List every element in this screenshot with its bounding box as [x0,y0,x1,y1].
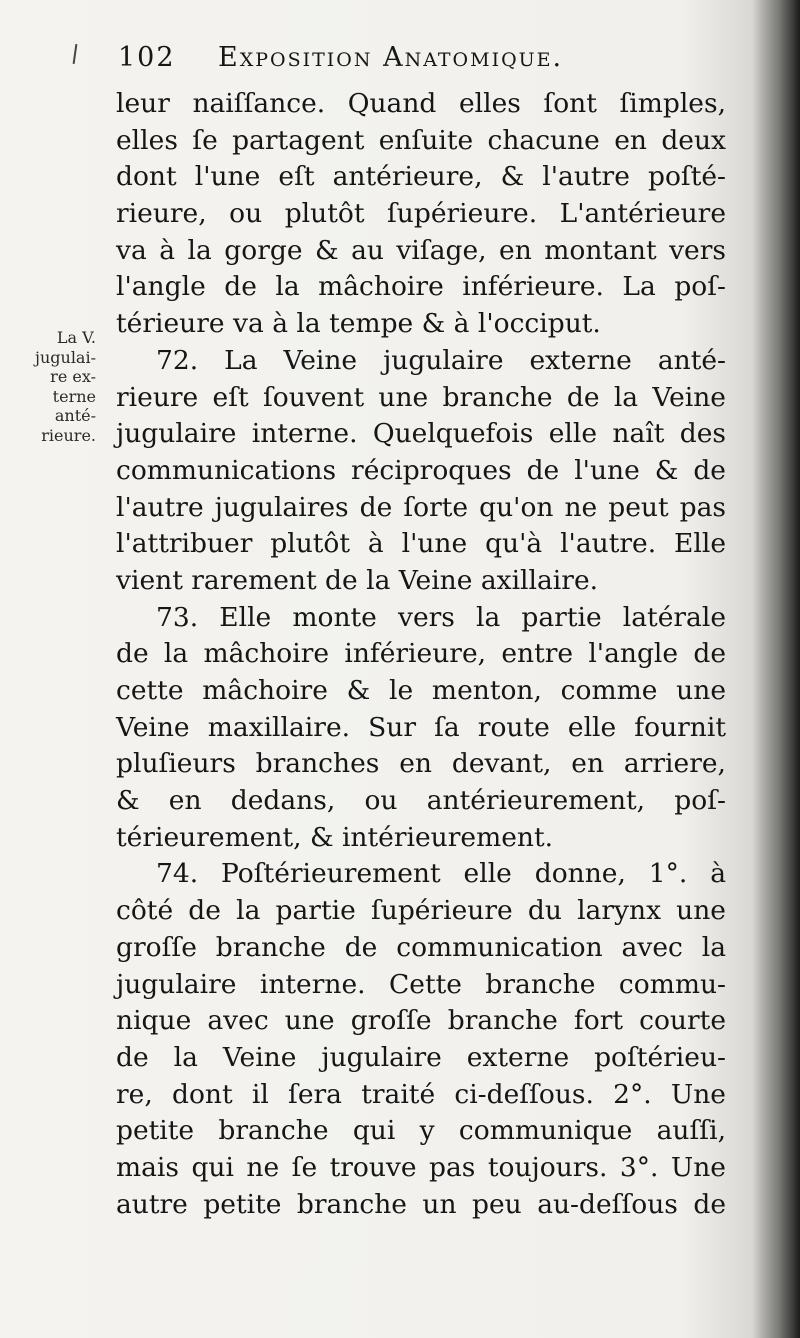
text-line: elles ſe partagent enſuite chacune en deux [116,124,726,156]
text-line: pluſieurs branches en devant, en arriere, [116,748,726,780]
text-line: l'angle de la mâchoire inférieure. La poſ- [116,271,726,303]
text-line: mais qui ne ſe trouve pas toujours. 3°. Une [116,1151,726,1183]
paragraph-74-start: 74. Poſtérieurement elle donne, 1°. à [156,858,726,890]
text-line: groſſe branche de communication avec la [116,931,726,963]
text-line: Veine maxillaire. Sur ſa route elle fournit [116,711,726,743]
text-line: dont l'une eſt antérieure, & l'autre poſté- [116,161,726,193]
text-line: autre petite branche un peu au-deſſous de [116,1188,726,1220]
text-line: leur naiſſance. Quand elles ſont ſimples, [116,88,726,119]
text-line: l'attribuer plutôt à l'une qu'à l'autre. Elle [116,528,726,560]
text-line: vient rarement de la Veine axillaire. [116,564,599,596]
page-number: 102 [118,42,176,73]
text-line: l'autre jugulaires de ſorte qu'on ne peut pas [116,491,726,523]
text-line: rieure, ou plutôt ſupérieure. L'antérieure [116,198,726,230]
paragraph-73-start: 73. Elle monte vers la partie latérale [156,601,726,633]
text-line: re, dont il ſera traité ci-deſſous. 2°. Une [116,1078,726,1110]
margin-note [14,328,96,445]
text-line: & en dedans, ou antérieurement, poſ- [116,785,726,817]
paragraph-72-start: 72. La Veine jugulaire externe anté- [156,344,726,376]
text-line: térieurement, & intérieurement. [116,821,554,853]
margin-note-line: terne [52,386,96,406]
margin-note-line: re ex- [50,367,96,386]
text-line: de la Veine jugulaire externe poſtérieu- [116,1041,726,1073]
margin-note-line: La V. [56,328,96,347]
text-line: rieure eſt ſouvent une branche de la Veine [116,381,726,413]
text-line: de la mâchoire inférieure, entre l'angle de [116,638,726,670]
text-line: jugulaire interne. Quelquefois elle naît des [116,418,726,450]
running-title: Exposition Anatomique. [218,42,564,73]
text-line: térieure va à la tempe & à l'occiput. [116,308,601,340]
page-mark [73,44,78,64]
text-line: côté de la partie ſupérieure du larynx une [116,895,726,927]
text-line: va à la gorge & au viſage, en montant vers [116,234,726,266]
text-line: jugulaire interne. Cette branche commu- [116,968,726,1000]
text-line: cette mâchoire & le menton, comme une [116,675,726,706]
running-header [118,42,758,82]
text-line: communications réciproques de l'une & de [116,454,726,486]
margin-note-line: anté- [54,406,96,425]
text-line: petite branche qui y communique auſſi, [116,1115,726,1147]
margin-note-line: rieure. [41,425,96,445]
body-text [116,86,726,1223]
margin-note-line: jugulai- [35,347,96,367]
page-edge-shadow [752,0,800,1338]
text-line: nique avec une groſſe branche fort courte [116,1005,726,1037]
